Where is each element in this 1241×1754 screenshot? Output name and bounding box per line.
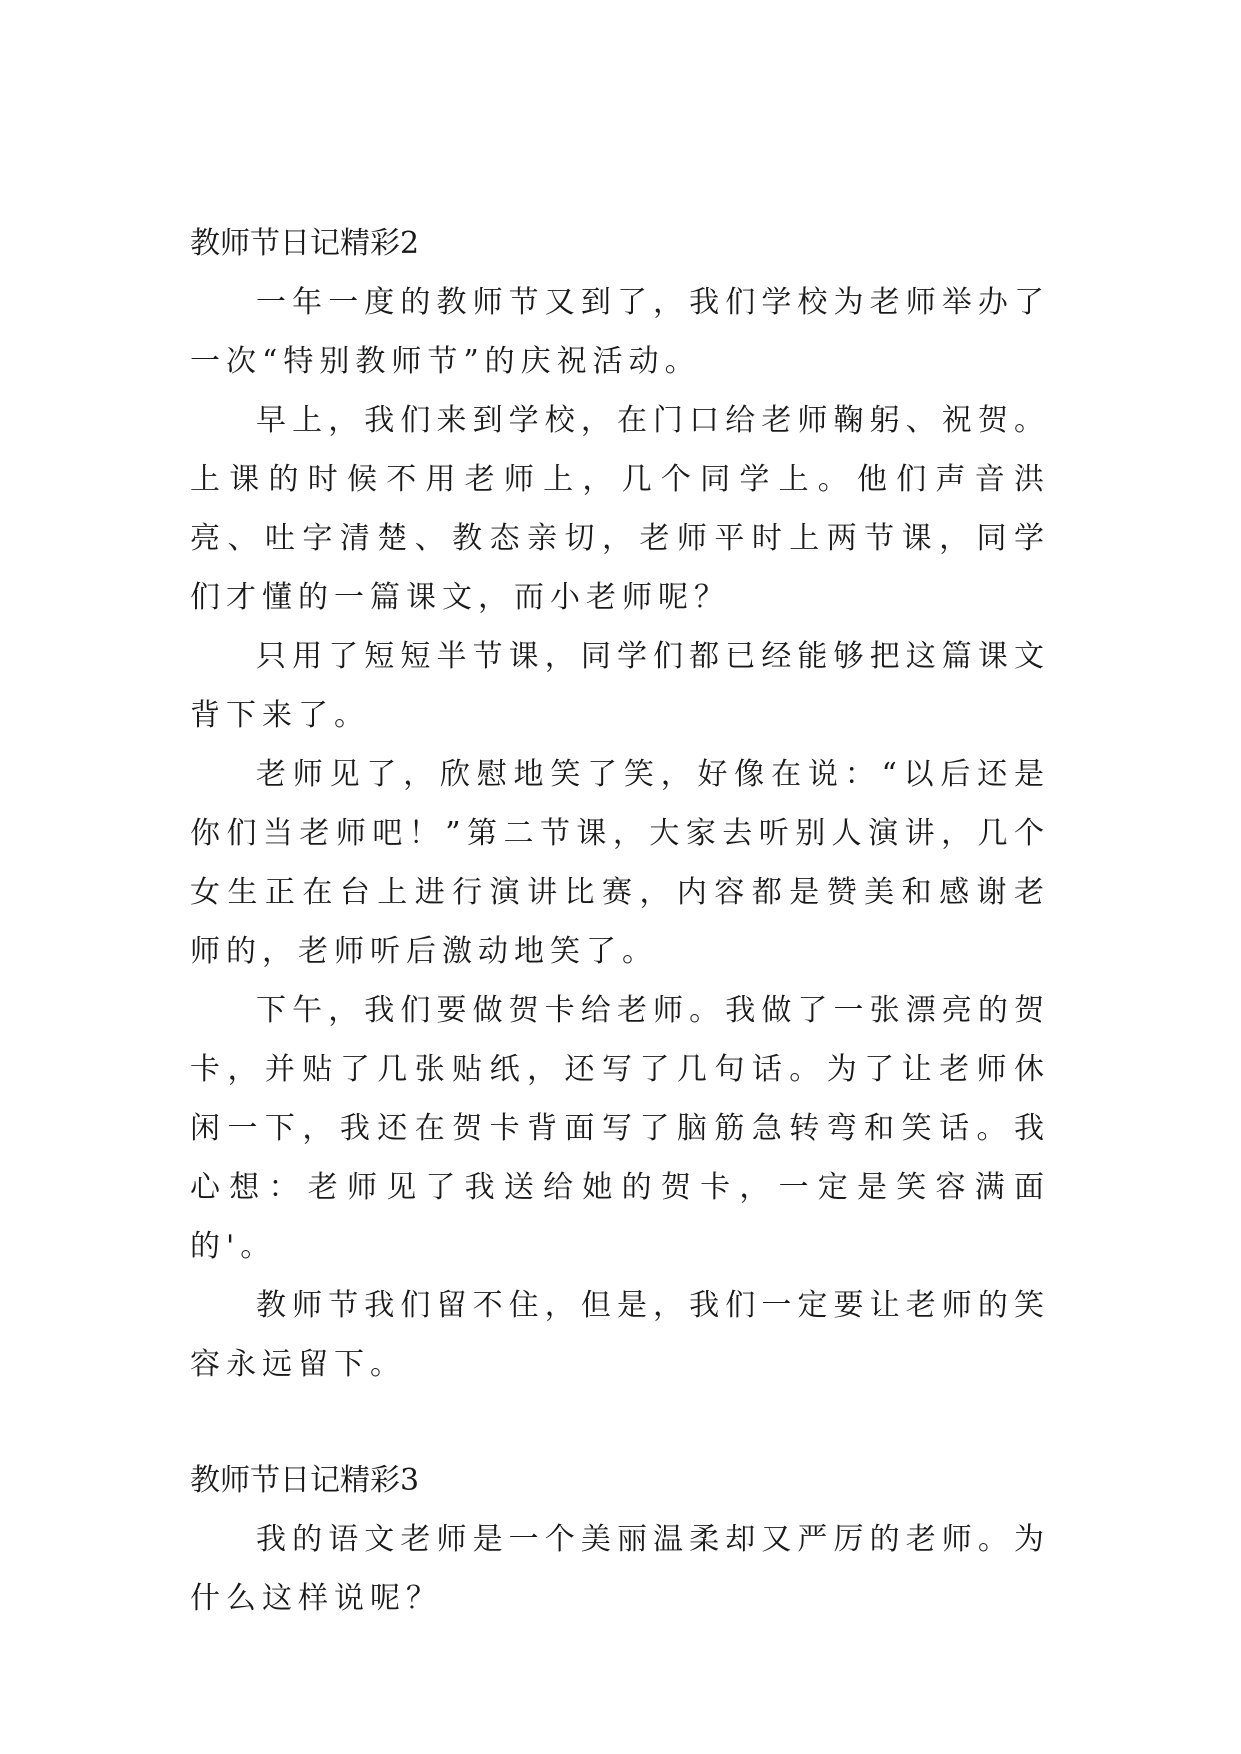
paragraph: 我的语文老师是一个美丽温柔却又严厉的老师。为什么这样说呢？ [190,1522,1050,1616]
section-title: 教师节日记精彩2 [190,226,420,261]
paragraph: 只用了短短半节课，同学们都已经能够把这篇课文背下来了。 [190,639,1050,733]
paragraph: 下午，我们要做贺卡给老师。我做了一张漂亮的贺卡，并贴了几张贴纸，还写了几句话。为了让老师休闲一下，我还在贺卡背面写了脑筋急转弯和笑话。我心想：老师见了我送给她的贺卡，一定是笑容满面的'。 [190,993,1050,1264]
document-body [190,215,1050,1628]
paragraph: 教师节我们留不住，但是，我们一定要让老师的笑容永远留下。 [190,1288,1050,1382]
paragraph: 一年一度的教师节又到了，我们学校为老师举办了一次“特别教师节”的庆祝活动。 [190,285,1050,379]
paragraph: 老师见了，欣慰地笑了笑，好像在说：“以后还是你们当老师吧！”第二节课，大家去听别人演讲，几个女生正在台上进行演讲比赛，内容都是赞美和感谢老师的，老师听后激动地笑了。 [190,757,1050,969]
section-spacer [190,1394,1050,1452]
paragraph: 早上，我们来到学校，在门口给老师鞠躬、祝贺。上课的时候不用老师上，几个同学上。他们声音洪亮、吐字清楚、教态亲切，老师平时上两节课，同学们才懂的一篇课文，而小老师呢？ [190,403,1050,615]
section-title: 教师节日记精彩3 [190,1463,420,1498]
